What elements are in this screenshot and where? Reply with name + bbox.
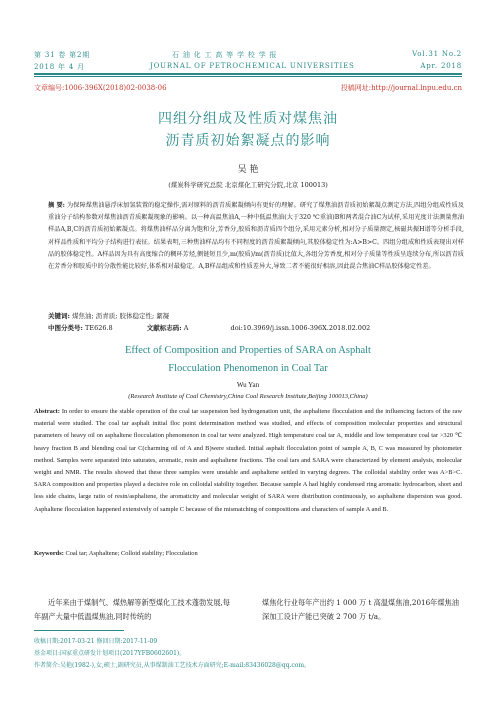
keywords-zh-label: 关键词: [48, 312, 70, 320]
footnote-received: 收稿日期:2017-03-21 修回日期:2017-11-09 [34, 638, 158, 645]
classification-row [48, 322, 464, 334]
date-en: Apr. 2018 [420, 62, 462, 70]
title-zh-line1: 四组分组成及性质对煤焦油 [158, 111, 338, 127]
date-zh: 2018 年 4 月 [34, 63, 85, 71]
abstract-en [34, 406, 462, 546]
abstract-zh-text: 为保障煤焦油悬浮床加氢装置的稳定操作,需对原料的沥青质絮凝倾向有更好的理解。研究了煤焦油沥青质初始絮凝点测定方法,四组分组成性质及重油分子结构参数对煤焦油沥青质絮凝现象的影响。以一种高温焦油A,一种中低温焦油(大于320 ℃重油)B和两者混合油C为试样,采用光度计法测量焦油样品A,B,C的沥青质初始絮凝点。将煤焦油样品分离为饱和分,芳香分,胶质和沥青质四个组分,采用元素分析,相对分子质量测定,核磁共振H谱等分析手段,对样品性质和平均分子结构进行表征。结果表明,三种焦油样品均有不同程度的沥青质絮凝倾向,其胶体稳定性为:A>B>C。四组分组成和性质表现出对样品的胶体稳定性。A样品因为具有高度缩合的稠环芳烃,侧链短且少,m(胶质)/m(沥青质)比值大,各组分芳香度,相对分子质量等性质呈连续分布,所以沥青质在芳香分和胶质中的分散性能比较好,体系相对最稳定。A,B样品组成和性质差异大,导致二者不能很好相溶,因此混合焦油C样品胶体稳定性差。 [48, 202, 464, 271]
title-en-line2: Flocculation Phenomenon in Coal Tar [168, 363, 328, 374]
body-column-right: 煤焦化行业每年产出约 1 000 万 t 高温煤焦油,2016年煤焦油深加工设计产能已突破 2 700 万 t/a。 [262, 598, 459, 621]
keywords-en-label: Keywords: [34, 550, 64, 557]
abstract-zh [48, 200, 464, 312]
journal-name-en: JOURNAL OF PETROCHEMICAL UNIVERSITIES [150, 62, 355, 70]
submission-url[interactable]: 投稿网址:http://journal.lnpu.edu.cn [340, 84, 462, 92]
journal-name-zh: 石 油 化 工 高 等 学 校 学 报 [172, 51, 278, 59]
author-en: Wu Yan [236, 381, 260, 389]
keywords-en [34, 548, 462, 560]
article-number: 文章编号:1006-396X(2018)02-0038-06 [34, 84, 167, 92]
footnote-divider [34, 630, 124, 631]
abstract-zh-label: 摘 要: [48, 202, 65, 209]
header-rule-top [34, 73, 462, 75]
keywords-zh [48, 310, 464, 322]
doc-code-label: 文献标志码: [146, 324, 182, 332]
author-zh: 吴 艳 [237, 165, 259, 175]
keywords-zh-text: 煤焦油; 沥青质; 胶体稳定性; 絮凝 [71, 312, 170, 320]
journal-header [0, 0, 496, 80]
footnote-fund: 基金项目:国家重点研发计划项目(2017YFB0602601)。 [34, 650, 186, 657]
title-en-line1: Effect of Composition and Properties of SARA on Asphalt [125, 345, 371, 356]
affiliation-zh: (煤炭科学研究总院 北京煤化工研究分院,北京 100013) [168, 181, 328, 189]
volume-en: Vol.31 No.2 [412, 50, 462, 58]
title-zh-line2: 沥青质初始絮凝点的影响 [165, 133, 331, 149]
clc-value: TE626.8 [84, 324, 113, 332]
body-column-left: 近年来由于煤制气、煤热解等新型煤化工技术蓬勃发展,每年副产大量中低温煤焦油,同时传统的 [34, 598, 230, 621]
clc-label: 中图分类号: [48, 324, 83, 332]
doc-code-value: A [183, 324, 189, 332]
issue-zh: 第 31 卷 第2期 [34, 51, 91, 59]
affiliation-en: (Research Institute of Coal Chemistry,China Coal Research Institute,Beijing 100013,China) [128, 393, 368, 400]
abstract-en-label: Abstract: [34, 408, 60, 415]
header-rule-bottom [34, 76, 462, 77]
footnote-author-bio: 作者简介:吴艳(1982-),女,硕士,副研究员,从事煤制油工艺技术方面研究;E-mail:83436028@qq.com。 [34, 662, 311, 669]
abstract-en-text: In order to ensure the stable operation of the coal tar suspension bed hydrogenation unit, the asphaltene flocculation and the influencing factors of the raw material were studied. The coal tar asphalt initial floc point determination method was studied, and effects of composition molecular properties and structural parameters of heavy oil on asphaltene flocculation phenomenon in coal tar were analyzed. High temperature coal tar A, middle and low temperature coal tar >320 ℃ heavy fraction B and blending coal tar C(charming oil of A and B)were studied. Initial asphalt flocculation point of sample A, B, C was measured by photometer method. Samples were separated into saturates, aromatic, resin and asphaltene fractions. The coal tars and SARA were characterized by element analysis, molecular weight and NMR. The results showed that these three samples were unstable and asphaltene settled in varying degrees. The colloidal stability order was A>B>C. SARA composition and properties played a decisive role on colloidal stability together. Because sample A had highly condensed ring aromatic hydrocarbon, short and less side chains, large ratio of resin/asphaltene, the aromaticity and molecular weight of SARA were distribution continuously, so asphaltene dispersion was good. Asphaltene flocculation happened extensively of sample C because of the mismatching of compositions and characters of sample A and B. [34, 408, 462, 513]
doi: doi:10.3969/j.issn.1006-396X.2018.02.002 [230, 324, 371, 332]
keywords-en-text: Coal tar; Asphaltene; Colloid stability; Flocculation [65, 550, 198, 557]
